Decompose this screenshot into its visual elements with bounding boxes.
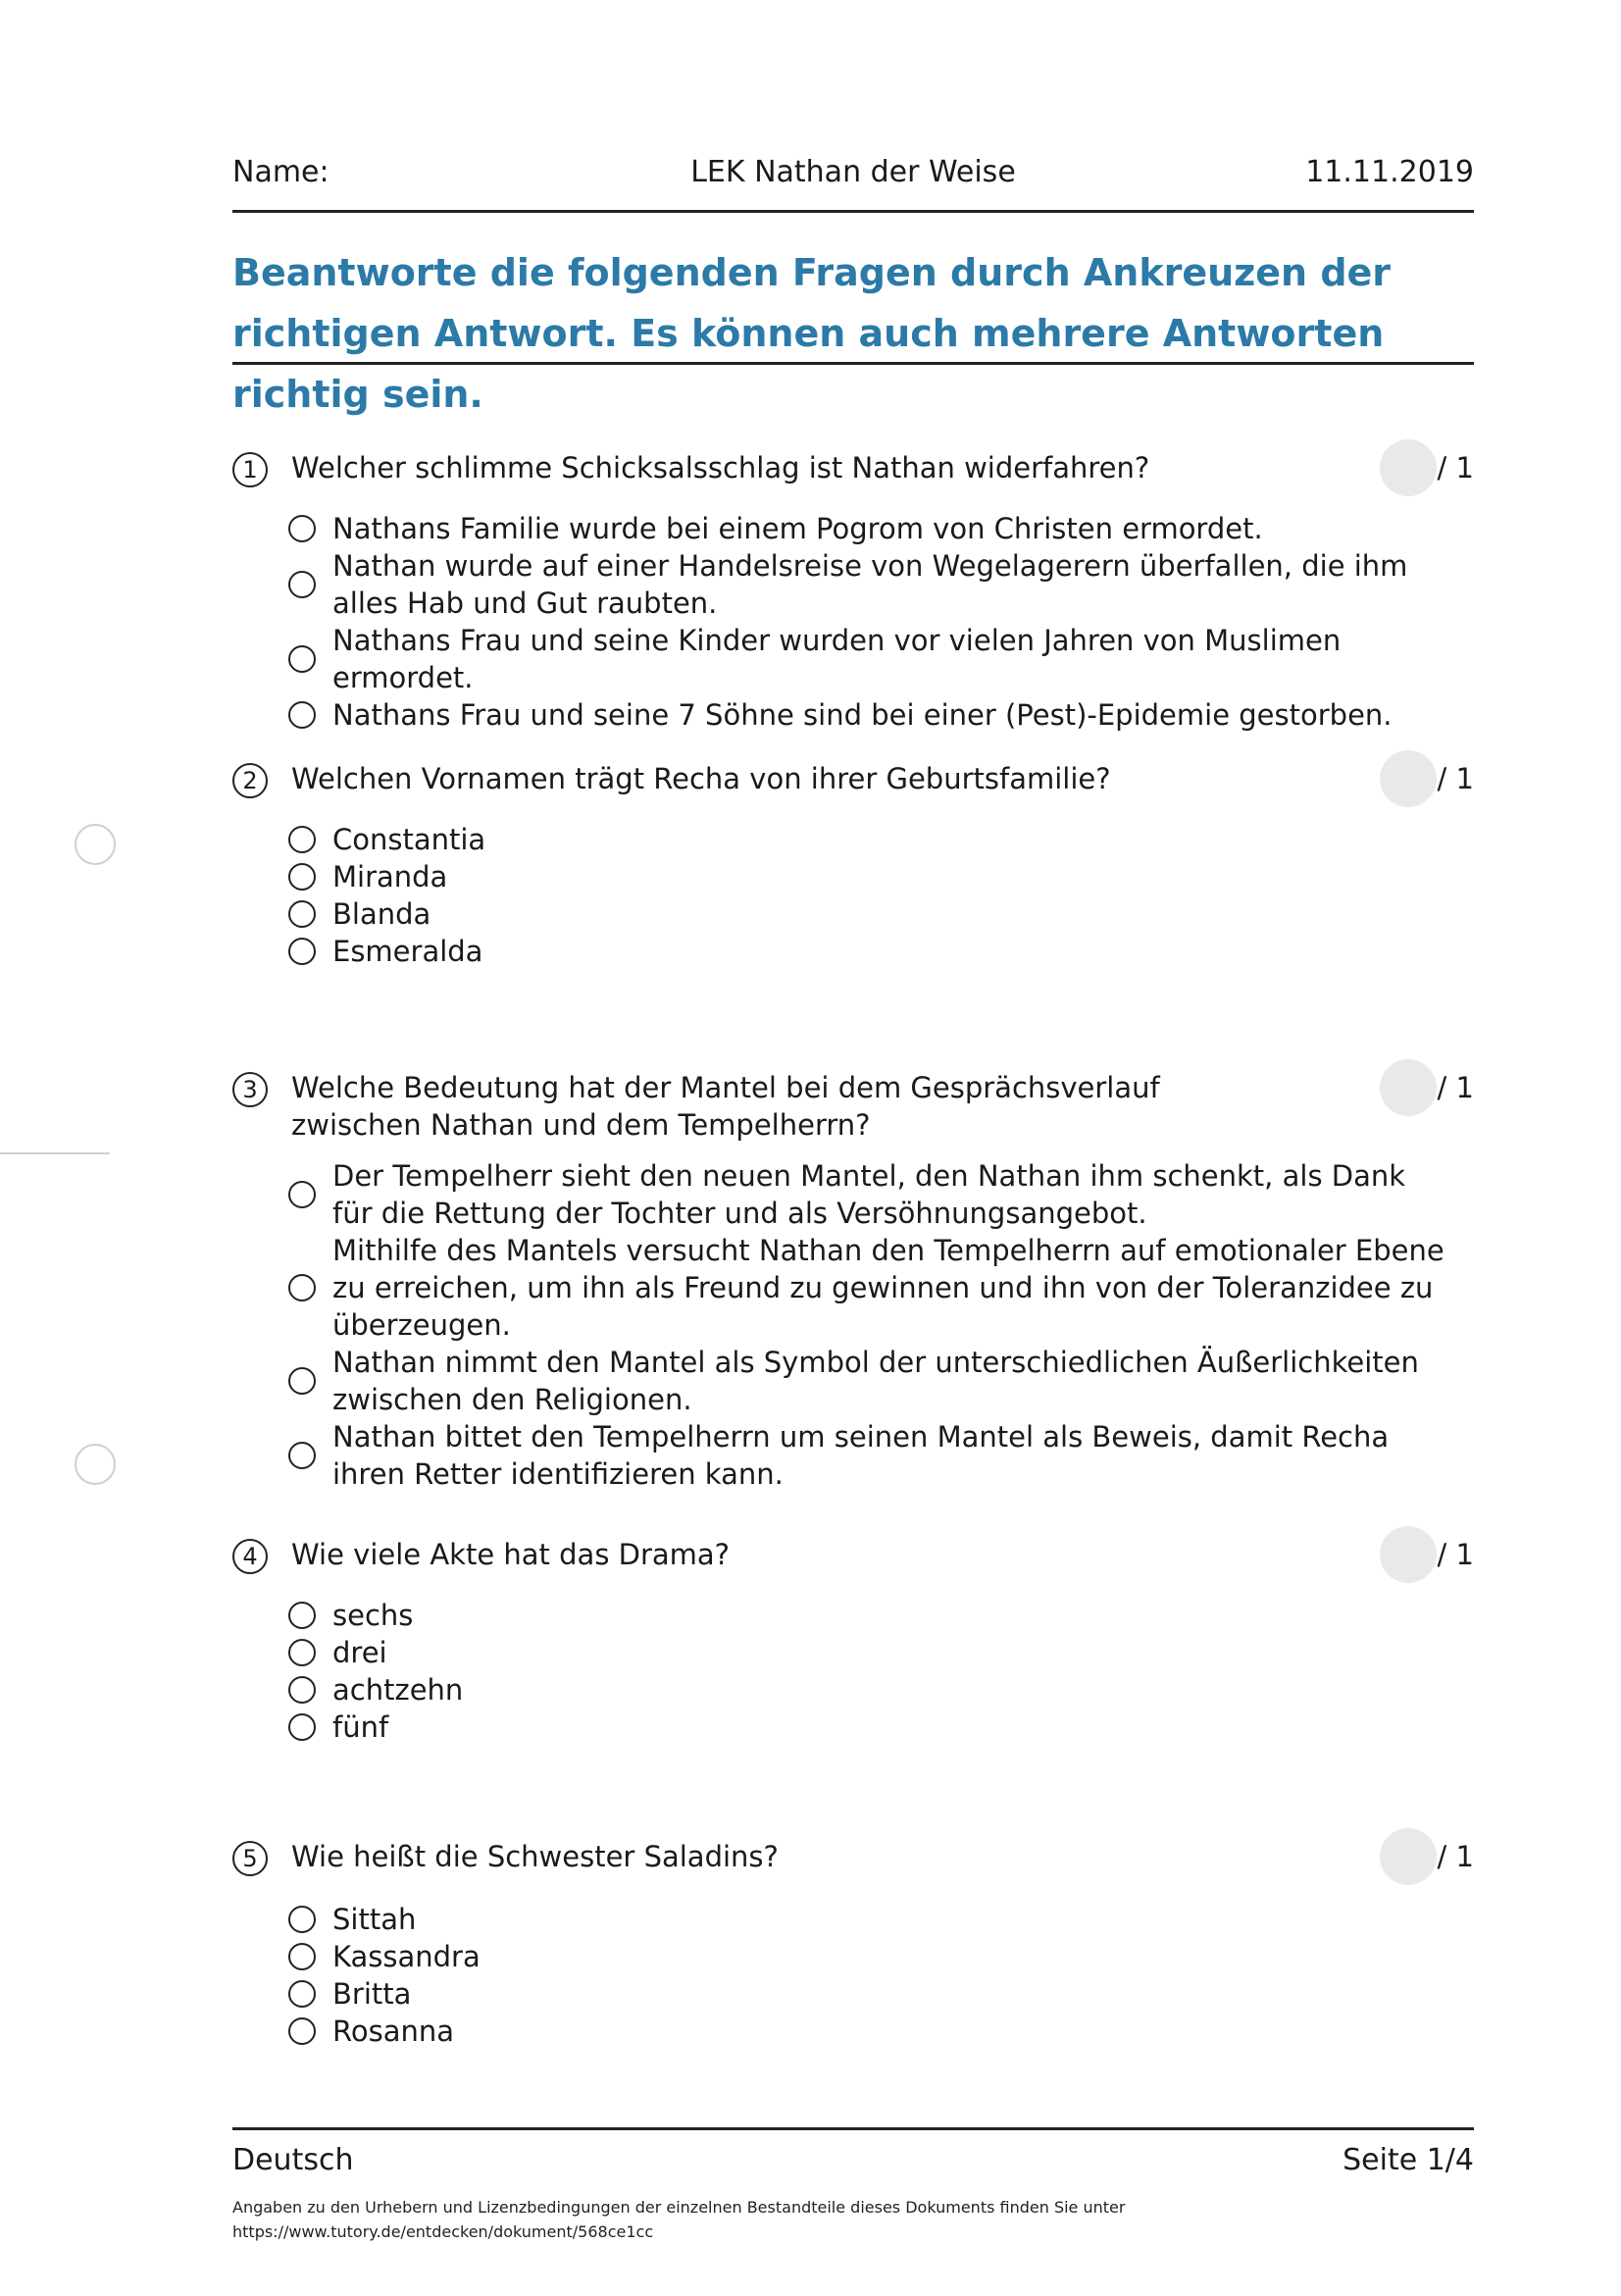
score-label: / 1 — [1437, 1538, 1474, 1571]
answer-option[interactable] — [288, 1232, 1445, 1344]
header-divider — [232, 210, 1474, 213]
radio-circle-icon[interactable] — [288, 1602, 316, 1629]
answer-option[interactable] — [288, 1901, 1445, 1938]
answer-option[interactable] — [288, 1344, 1445, 1418]
answer-option[interactable] — [288, 1634, 1445, 1671]
answer-options — [288, 1157, 1445, 1493]
radio-circle-icon[interactable] — [288, 701, 316, 729]
score-label: / 1 — [1437, 451, 1474, 485]
document-title: LEK Nathan der Weise — [690, 155, 1016, 189]
answer-option[interactable] — [288, 1938, 1445, 1975]
footer-divider — [232, 2127, 1474, 2130]
radio-circle-icon[interactable] — [288, 1713, 316, 1741]
score-field[interactable] — [1380, 1828, 1437, 1885]
radio-circle-icon[interactable] — [288, 1639, 316, 1666]
option-label: Kassandra — [332, 1940, 481, 1973]
score-field[interactable] — [1380, 750, 1437, 807]
answer-option[interactable] — [288, 1597, 1445, 1634]
answer-option[interactable] — [288, 547, 1445, 622]
radio-circle-icon[interactable] — [288, 645, 316, 673]
answer-option[interactable] — [288, 858, 1445, 895]
option-label: sechs — [332, 1599, 414, 1632]
option-label: Nathan nimmt den Mantel als Symbol der unterschiedlichen Äußerlichkeiten zwischen den Religionen. — [332, 1346, 1419, 1416]
question-number: 1 — [232, 452, 268, 487]
radio-circle-icon[interactable] — [288, 515, 316, 542]
option-label: Nathans Frau und seine 7 Söhne sind bei einer (Pest)-Epidemie gestorben. — [332, 698, 1393, 732]
option-label: Constantia — [332, 823, 486, 856]
radio-circle-icon[interactable] — [288, 900, 316, 928]
option-label: Rosanna — [332, 2015, 455, 2048]
question-number: 5 — [232, 1841, 268, 1876]
answer-options — [288, 1901, 1445, 2050]
question-text: Wie heißt die Schwester Saladins? — [291, 1840, 779, 1873]
margin-fold-line — [0, 1152, 110, 1154]
answer-option[interactable] — [288, 1975, 1445, 2013]
radio-circle-icon[interactable] — [288, 1442, 316, 1469]
score-field[interactable] — [1380, 439, 1437, 496]
answer-option[interactable] — [288, 1418, 1445, 1493]
score-label: / 1 — [1437, 762, 1474, 795]
radio-circle-icon[interactable] — [288, 826, 316, 853]
answer-option[interactable] — [288, 510, 1445, 547]
radio-circle-icon[interactable] — [288, 863, 316, 891]
radio-circle-icon[interactable] — [288, 1676, 316, 1704]
question-number: 2 — [232, 763, 268, 798]
score-label: / 1 — [1437, 1840, 1474, 1873]
answer-option[interactable] — [288, 2013, 1445, 2050]
option-label: Britta — [332, 1977, 412, 2011]
license-notice — [232, 2195, 1213, 2244]
answer-options — [288, 821, 1445, 970]
license-url[interactable]: https://www.tutory.de/entdecken/dokument/568ce1cc — [232, 2222, 654, 2241]
question-number: 3 — [232, 1072, 268, 1107]
instruction-divider — [232, 362, 1474, 365]
radio-circle-icon[interactable] — [288, 1274, 316, 1301]
answer-option[interactable] — [288, 622, 1445, 696]
answer-option[interactable] — [288, 696, 1445, 734]
option-label: fünf — [332, 1710, 389, 1744]
radio-circle-icon[interactable] — [288, 2017, 316, 2045]
option-label: Nathan bittet den Tempelherrn um seinen Mantel als Beweis, damit Recha ihren Retter identifizieren kann. — [332, 1420, 1390, 1491]
question-text: Welche Bedeutung hat der Mantel bei dem Gesprächsverlauf zwischen Nathan und dem Tempelherrn? — [291, 1071, 1160, 1142]
radio-circle-icon[interactable] — [288, 1906, 316, 1933]
radio-circle-icon[interactable] — [288, 1181, 316, 1208]
score-label: / 1 — [1437, 1071, 1474, 1104]
document-date: 11.11.2019 — [1305, 155, 1474, 189]
option-label: achtzehn — [332, 1673, 464, 1707]
question-text: Welchen Vornamen trägt Recha von ihrer Geburtsfamilie? — [291, 762, 1111, 795]
option-label: Nathan wurde auf einer Handelsreise von Wegelagerern überfallen, die ihm alles Hab und Gut raubten. — [332, 549, 1408, 620]
answer-options — [288, 1597, 1445, 1746]
option-label: Der Tempelherr sieht den neuen Mantel, den Nathan ihm schenkt, als Dank für die Rettung der Tochter und als Versöhnungsangebot. — [332, 1159, 1406, 1230]
question-text: Welcher schlimme Schicksalsschlag ist Nathan widerfahren? — [291, 451, 1150, 485]
radio-circle-icon[interactable] — [288, 1980, 316, 2008]
license-text: Angaben zu den Urhebern und Lizenzbedingungen der einzelnen Bestandteile dieses Dokuments finden Sie unter — [232, 2198, 1126, 2217]
answer-options — [288, 510, 1445, 734]
answer-option[interactable] — [288, 1671, 1445, 1709]
answer-option[interactable] — [288, 895, 1445, 933]
option-label: Miranda — [332, 860, 448, 893]
answer-option[interactable] — [288, 933, 1445, 970]
radio-circle-icon[interactable] — [288, 1943, 316, 1970]
margin-hole-marker — [75, 1444, 116, 1485]
question-number: 4 — [232, 1539, 268, 1574]
page-header — [232, 155, 1474, 194]
question-text: Wie viele Akte hat das Drama? — [291, 1538, 731, 1571]
option-label: Nathans Frau und seine Kinder wurden vor vielen Jahren von Muslimen ermordet. — [332, 624, 1342, 694]
option-label: Sittah — [332, 1903, 417, 1936]
option-label: Blanda — [332, 897, 431, 931]
option-label: Mithilfe des Mantels versucht Nathan den Tempelherrn auf emotionaler Ebene zu erreichen, um ihn als Freund zu gewinnen und ihn von der Toleranzidee zu überzeugen. — [332, 1234, 1444, 1342]
option-label: drei — [332, 1636, 387, 1669]
instruction-heading: Beantworte die folgenden Fragen durch Ankreuzen der richtigen Antwort. Es können auch mehrere Antworten richtig sein. — [232, 251, 1392, 416]
subject-label: Deutsch — [232, 2143, 354, 2177]
radio-circle-icon[interactable] — [288, 1367, 316, 1395]
answer-option[interactable] — [288, 1157, 1445, 1232]
answer-option[interactable] — [288, 821, 1445, 858]
score-field[interactable] — [1380, 1059, 1437, 1116]
margin-hole-marker — [75, 824, 116, 865]
radio-circle-icon[interactable] — [288, 571, 316, 598]
name-label: Name: — [232, 155, 329, 189]
option-label: Esmeralda — [332, 935, 483, 968]
answer-option[interactable] — [288, 1709, 1445, 1746]
page-number: Seite 1/4 — [1342, 2143, 1474, 2177]
option-label: Nathans Familie wurde bei einem Pogrom von Christen ermordet. — [332, 512, 1263, 545]
radio-circle-icon[interactable] — [288, 938, 316, 965]
score-field[interactable] — [1380, 1526, 1437, 1583]
